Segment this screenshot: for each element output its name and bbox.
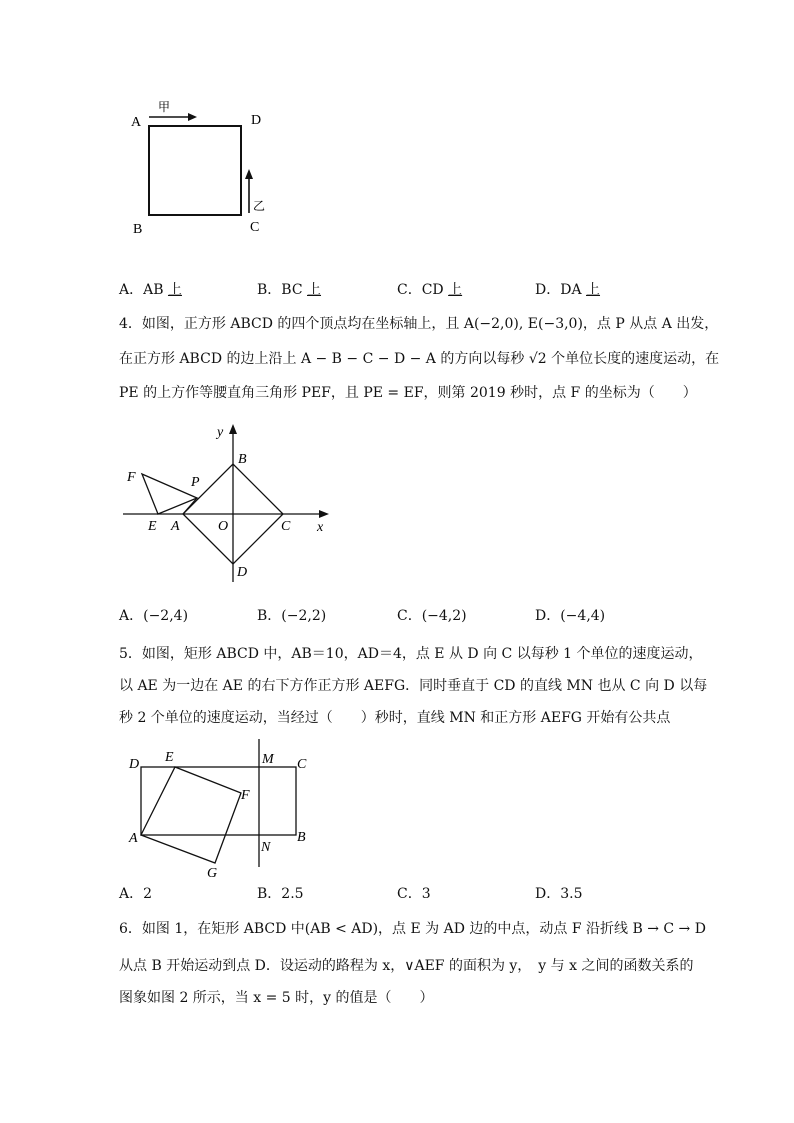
label-d: D (237, 565, 248, 580)
label-n: N (261, 840, 271, 855)
q4-figure (115, 420, 345, 590)
label-d: D (129, 757, 140, 772)
label-p: P (191, 475, 200, 490)
q4-option-d: D．(−4,4) (535, 608, 606, 624)
square-aefg (141, 767, 241, 863)
q3-figure (125, 95, 275, 240)
label-a: A (171, 519, 180, 534)
q3-option-c: C．CD 上 (397, 282, 463, 298)
q5-text-line1: 5．如图，矩形 ABCD 中，AB＝10，AD＝4，点 E 从 D 向 C 以每秒 1 个单位的速度运动， (119, 646, 703, 662)
q5-text-line2: 以 AE 为一边在 AE 的右下方作正方形 AEFG．同时垂直于 CD 的直线 MN 也从 C 向 D 以每 (119, 678, 708, 694)
label-c: C (250, 220, 260, 235)
label-f: F (127, 470, 136, 485)
q3-option-b: B．BC 上 (257, 282, 322, 298)
label-y: y (217, 425, 224, 440)
q3-option-a: A．AB 上 (119, 282, 182, 298)
q5-option-c: C．3 (397, 886, 431, 902)
label-o: O (218, 519, 229, 534)
label-f: F (241, 788, 250, 803)
q4-text-line1: 4．如图，正方形 ABCD 的四个顶点均在坐标轴上，且 A(−2,0), E(−3,0)，点 P 从点 A 出发， (119, 316, 719, 332)
q5-option-b: B．2.5 (257, 886, 304, 902)
label-c: C (281, 519, 291, 534)
arrow-yi-head (245, 169, 253, 179)
label-a: A (129, 831, 138, 846)
label-a: A (131, 115, 142, 130)
q6-text-line3: 图象如图 2 所示，当 x = 5 时，y 的值是（ ） (119, 990, 434, 1006)
label-m: M (262, 752, 274, 767)
q4-option-c: C．(−4,2) (397, 608, 467, 624)
label-e: E (148, 519, 157, 534)
q6-text-line2: 从点 B 开始运动到点 D．设运动的路程为 x，∨AEF 的面积为 y， y 与 x 之间的函数关系的 (119, 958, 694, 974)
label-c: C (297, 757, 307, 772)
arrow-jia-head (188, 113, 197, 121)
label-yi: 乙 (253, 199, 266, 213)
label-x: x (317, 520, 324, 535)
label-e: E (165, 750, 174, 765)
label-d: D (251, 113, 262, 128)
q5-option-d: D．3.5 (535, 886, 583, 902)
q4-option-a: A．(−2,4) (119, 608, 189, 624)
label-b: B (238, 452, 247, 467)
q4-text-line2: 在正方形 ABCD 的边上沿上 A − B − C − D − A 的方向以每秒 √2 个单位长度的速度运动，在 (119, 351, 720, 367)
q6-text-line1: 6．如图 1，在矩形 ABCD 中(AB < AD)，点 E 为 AD 边的中点，动点 F 沿折线 B → C → D (119, 921, 706, 937)
q4-option-b: B．(−2,2) (257, 608, 327, 624)
q5-text-line3: 秒 2 个单位的速度运动，当经过（ ）秒时，直线 MN 和正方形 AEFG 开始有公共点 (119, 710, 671, 726)
label-jia: 甲 (158, 100, 171, 114)
q3-option-d: D．DA 上 (535, 282, 601, 298)
label-b: B (297, 830, 306, 845)
y-axis-arrow (229, 424, 237, 434)
q5-figure (125, 735, 325, 883)
label-g: G (207, 866, 218, 881)
label-b: B (133, 222, 143, 237)
q3-square (149, 126, 241, 215)
q4-text-line3: PE 的上方作等腰直角三角形 PEF，且 PE = EF，则第 2019 秒时，点 F 的坐标为（ ） (119, 385, 697, 401)
x-axis-arrow (319, 510, 329, 518)
rectangle-abcd (141, 767, 296, 835)
q5-option-a: A．2 (119, 886, 153, 902)
